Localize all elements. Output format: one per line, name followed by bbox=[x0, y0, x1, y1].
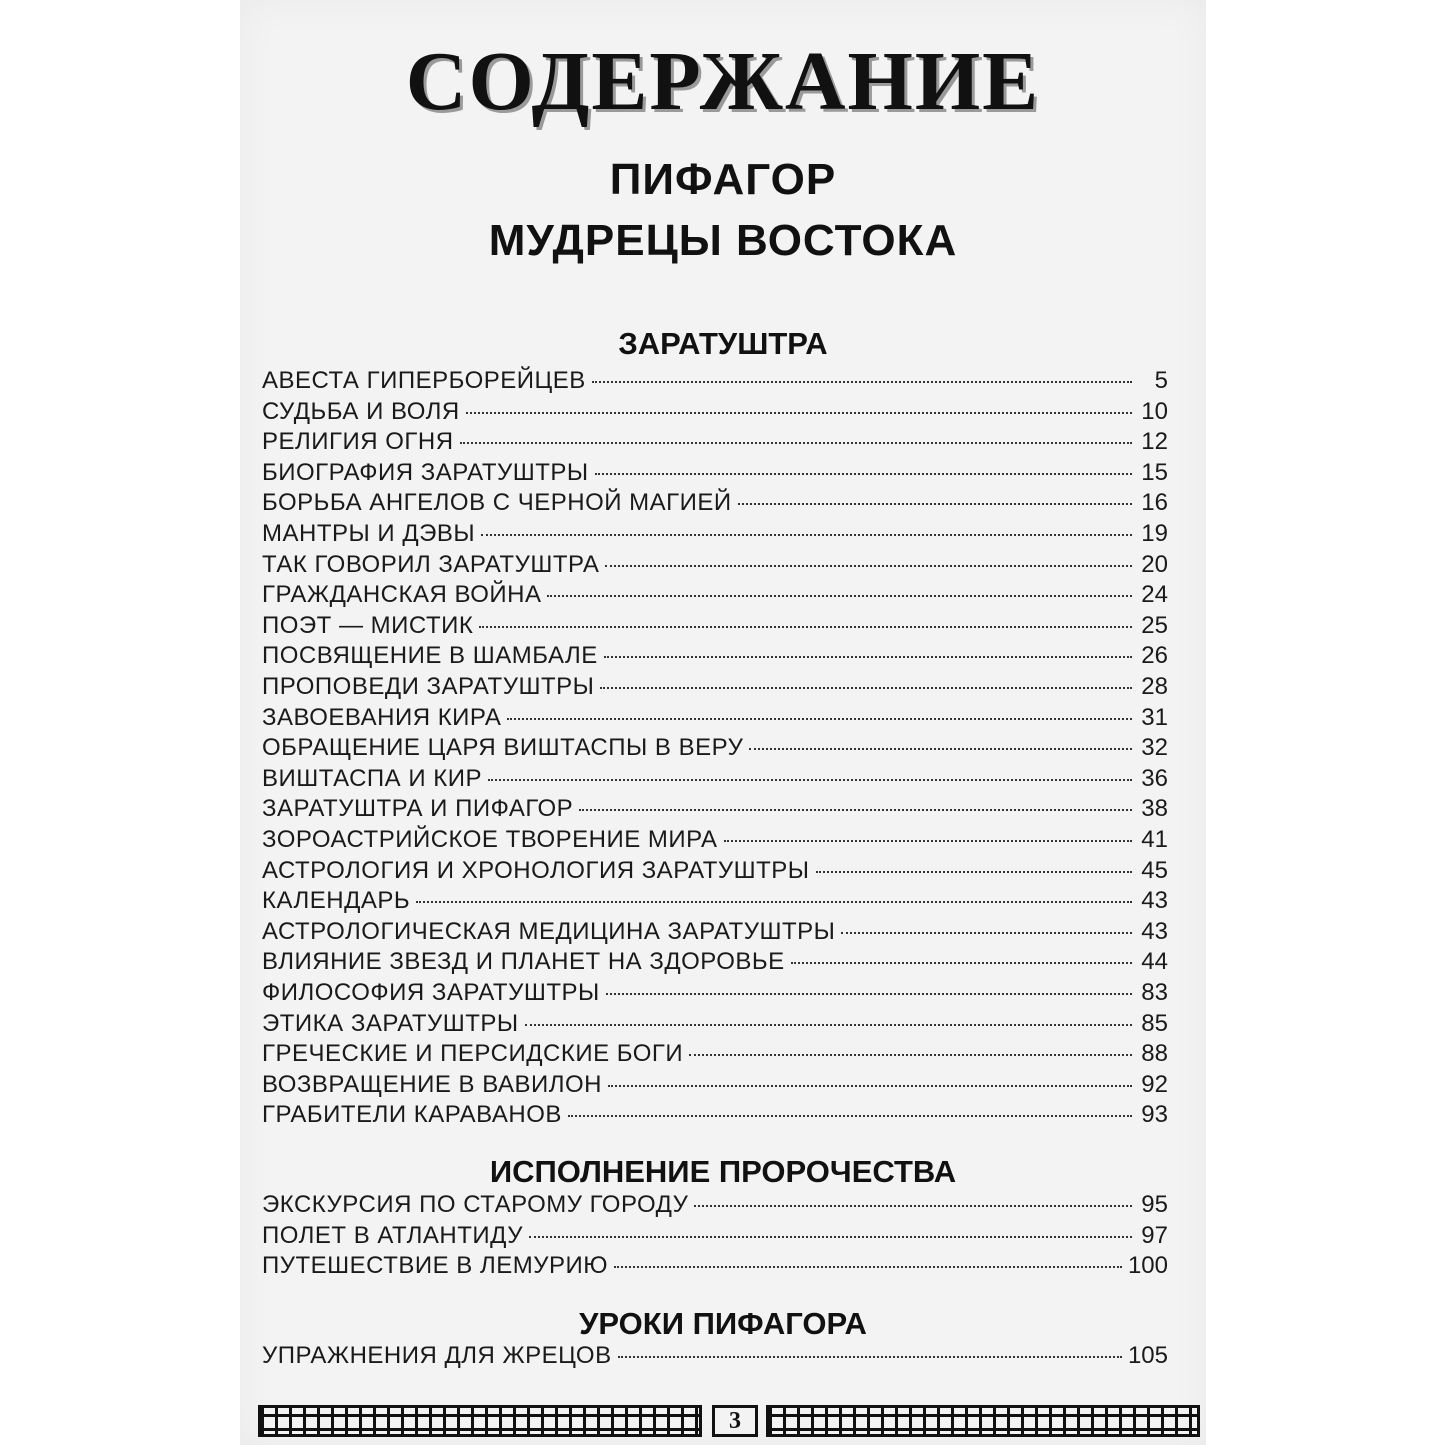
toc-entry-title: ОБРАЩЕНИЕ ЦАРЯ ВИШТАСПЫ В ВЕРУ bbox=[262, 734, 744, 761]
toc-entry-title: ЭКСКУРСИЯ ПО СТАРОМУ ГОРОДУ bbox=[262, 1191, 689, 1218]
book-page bbox=[240, 0, 1206, 1445]
toc-leader-dots bbox=[466, 412, 1132, 414]
toc-leader-dots bbox=[841, 932, 1132, 934]
toc-entry bbox=[262, 794, 1168, 824]
toc-entry-page-number: 10 bbox=[1141, 398, 1168, 425]
toc-leader-dots bbox=[579, 809, 1132, 811]
toc-entry-title: ЗОРОАСТРИЙСКОЕ ТВОРЕНИЕ МИРА bbox=[262, 826, 718, 853]
toc-entry bbox=[262, 397, 1168, 427]
toc-entry bbox=[262, 917, 1168, 947]
toc-entry-page-number: 95 bbox=[1141, 1191, 1168, 1218]
toc-entry-title: ПОСВЯЩЕНИЕ В ШАМБАЛЕ bbox=[262, 642, 598, 669]
toc-entry-title: ФИЛОСОФИЯ ЗАРАТУШТРЫ bbox=[262, 979, 600, 1006]
toc-entry-title: ПОЭТ — МИСТИК bbox=[262, 612, 474, 639]
toc-entry-title: ПУТЕШЕСТВИЕ В ЛЕМУРИЮ bbox=[262, 1252, 608, 1279]
toc-entry bbox=[262, 1190, 1168, 1220]
toc-leader-dots bbox=[525, 1024, 1132, 1026]
toc-leader-dots bbox=[606, 993, 1132, 995]
toc-entry-page-number: 36 bbox=[1141, 765, 1168, 792]
toc-entry-title: РЕЛИГИЯ ОГНЯ bbox=[262, 428, 454, 455]
toc-entry bbox=[262, 1341, 1168, 1371]
toc-entry-title: АСТРОЛОГИЧЕСКАЯ МЕДИЦИНА ЗАРАТУШТРЫ bbox=[262, 918, 836, 945]
toc-entry-page-number: 85 bbox=[1141, 1010, 1168, 1037]
toc-leader-dots bbox=[791, 962, 1132, 964]
toc-entry bbox=[262, 580, 1168, 610]
toc-entry-title: ГРАБИТЕЛИ КАРАВАНОВ bbox=[262, 1101, 562, 1128]
toc-leader-dots bbox=[507, 718, 1132, 720]
toc-entry bbox=[262, 458, 1168, 488]
toc-entry-title: ВОЗВРАЩЕНИЕ В ВАВИЛОН bbox=[262, 1071, 602, 1098]
toc-entry-title: ГРАЖДАНСКАЯ ВОЙНА bbox=[262, 581, 542, 608]
toc-entry bbox=[262, 886, 1168, 916]
toc-entry bbox=[262, 825, 1168, 855]
toc-leader-dots bbox=[689, 1054, 1132, 1056]
toc-entry-page-number: 32 bbox=[1141, 734, 1168, 761]
toc-entry-title: ГРЕЧЕСКИЕ И ПЕРСИДСКИЕ БОГИ bbox=[262, 1040, 684, 1067]
greek-key-border-right bbox=[766, 1405, 1200, 1437]
toc-entry-page-number: 28 bbox=[1141, 673, 1168, 700]
toc-entry-page-number: 25 bbox=[1141, 612, 1168, 639]
toc-leader-dots bbox=[614, 1266, 1122, 1268]
toc-entry-page-number: 20 bbox=[1141, 551, 1168, 578]
toc-entry-page-number: 44 bbox=[1141, 948, 1168, 975]
toc-entry bbox=[262, 488, 1168, 518]
toc-leader-dots bbox=[608, 1085, 1132, 1087]
toc-entry bbox=[262, 550, 1168, 580]
footer-ornament bbox=[258, 1405, 1200, 1437]
toc-entry-title: АСТРОЛОГИЯ И ХРОНОЛОГИЯ ЗАРАТУШТРЫ bbox=[262, 857, 810, 884]
toc-leader-dots bbox=[568, 1115, 1132, 1117]
toc-entry-title: ВИШТАСПА И КИР bbox=[262, 765, 483, 792]
toc-entry-page-number: 93 bbox=[1141, 1101, 1168, 1128]
toc-entry-title: АВЕСТА ГИПЕРБОРЕЙЦЕВ bbox=[262, 367, 586, 394]
book-title-line-2: МУДРЕЦЫ ВОСТОКА bbox=[488, 216, 958, 265]
section-heading-zaratushtra: ЗАРАТУШТРА bbox=[618, 326, 828, 361]
toc-leader-dots bbox=[738, 503, 1132, 505]
toc-leader-dots bbox=[488, 779, 1132, 781]
toc-entry-title: ВЛИЯНИЕ ЗВЕЗД И ПЛАНЕТ НА ЗДОРОВЬЕ bbox=[262, 948, 785, 975]
section-heading-lessons: УРОКИ ПИФАГОРА bbox=[579, 1306, 867, 1341]
toc-entry-page-number: 43 bbox=[1141, 887, 1168, 914]
toc-leader-dots bbox=[816, 871, 1132, 873]
toc-leader-dots bbox=[749, 748, 1132, 750]
toc-entry-page-number: 43 bbox=[1141, 918, 1168, 945]
toc-entry-page-number: 15 bbox=[1141, 459, 1168, 486]
book-title-line-1: ПИФАГОР bbox=[609, 155, 837, 204]
toc-leader-dots bbox=[618, 1356, 1122, 1358]
toc-leader-dots bbox=[592, 381, 1132, 383]
section-heading-prophecy: ИСПОЛНЕНИЕ ПРОРОЧЕСТВА bbox=[489, 1154, 957, 1189]
toc-entry-title: ПРОПОВЕДИ ЗАРАТУШТРЫ bbox=[262, 673, 595, 700]
toc-entry bbox=[262, 641, 1168, 671]
toc-leader-dots bbox=[416, 901, 1132, 903]
toc-entry-title: ЗАРАТУШТРА И ПИФАГОР bbox=[262, 795, 574, 822]
toc-entry-page-number: 19 bbox=[1141, 520, 1168, 547]
toc-leader-dots bbox=[481, 534, 1132, 536]
toc-entry bbox=[262, 427, 1168, 457]
toc-entry bbox=[262, 947, 1168, 977]
toc-entry bbox=[262, 1100, 1168, 1130]
toc-entry-page-number: 5 bbox=[1154, 367, 1168, 394]
toc-entry-page-number: 97 bbox=[1141, 1222, 1168, 1249]
toc-entry-page-number: 31 bbox=[1141, 704, 1168, 731]
toc-entry bbox=[262, 611, 1168, 641]
toc-entry bbox=[262, 978, 1168, 1008]
toc-entry bbox=[262, 1039, 1168, 1069]
toc-entry bbox=[262, 1070, 1168, 1100]
toc-entry-title: БОРЬБА АНГЕЛОВ С ЧЕРНОЙ МАГИЕЙ bbox=[262, 489, 732, 516]
toc-entry-title: ЗАВОЕВАНИЯ КИРА bbox=[262, 704, 502, 731]
toc-entry-title: ТАК ГОВОРИЛ ЗАРАТУШТРА bbox=[262, 551, 600, 578]
toc-entry bbox=[262, 856, 1168, 886]
toc-entry bbox=[262, 366, 1168, 396]
toc-entry bbox=[262, 703, 1168, 733]
toc-leader-dots bbox=[479, 626, 1132, 628]
toc-entry-page-number: 24 bbox=[1141, 581, 1168, 608]
toc-leader-dots bbox=[724, 840, 1132, 842]
page-number: 3 bbox=[712, 1405, 758, 1437]
toc-entry-page-number: 100 bbox=[1127, 1252, 1168, 1279]
toc-entry-page-number: 38 bbox=[1141, 795, 1168, 822]
toc-entry bbox=[262, 733, 1168, 763]
page-title: СОДЕРЖАНИЕ bbox=[405, 35, 1041, 128]
toc-entry-page-number: 16 bbox=[1141, 489, 1168, 516]
toc-entry-page-number: 92 bbox=[1141, 1071, 1168, 1098]
toc-leader-dots bbox=[529, 1236, 1132, 1238]
toc-entry-page-number: 105 bbox=[1127, 1342, 1168, 1369]
toc-entry bbox=[262, 1009, 1168, 1039]
toc-entry-page-number: 41 bbox=[1141, 826, 1168, 853]
toc-entry-page-number: 12 bbox=[1141, 428, 1168, 455]
toc-leader-dots bbox=[460, 442, 1132, 444]
toc-leader-dots bbox=[595, 473, 1132, 475]
toc-entry-title: МАНТРЫ И ДЭВЫ bbox=[262, 520, 476, 547]
toc-leader-dots bbox=[694, 1205, 1132, 1207]
toc-entry bbox=[262, 672, 1168, 702]
toc-leader-dots bbox=[605, 565, 1132, 567]
toc-entry-title: КАЛЕНДАРЬ bbox=[262, 887, 411, 914]
toc-leader-dots bbox=[604, 656, 1132, 658]
greek-key-border-left bbox=[258, 1405, 702, 1437]
toc-entry-title: ПОЛЕТ В АТЛАНТИДУ bbox=[262, 1222, 523, 1249]
toc-leader-dots bbox=[547, 595, 1132, 597]
toc-entry bbox=[262, 1221, 1168, 1251]
toc-entry bbox=[262, 519, 1168, 549]
toc-entry-title: УПРАЖНЕНИЯ ДЛЯ ЖРЕЦОВ bbox=[262, 1342, 612, 1369]
toc-entry-page-number: 88 bbox=[1141, 1040, 1168, 1067]
toc-entry-page-number: 45 bbox=[1141, 857, 1168, 884]
toc-entry-page-number: 26 bbox=[1141, 642, 1168, 669]
toc-entry bbox=[262, 764, 1168, 794]
toc-entry-title: СУДЬБА И ВОЛЯ bbox=[262, 398, 460, 425]
toc-leader-dots bbox=[600, 687, 1132, 689]
toc-entry-title: ЭТИКА ЗАРАТУШТРЫ bbox=[262, 1010, 519, 1037]
toc-entry bbox=[262, 1251, 1168, 1281]
toc-entry-page-number: 83 bbox=[1141, 979, 1168, 1006]
toc-entry-title: БИОГРАФИЯ ЗАРАТУШТРЫ bbox=[262, 459, 589, 486]
